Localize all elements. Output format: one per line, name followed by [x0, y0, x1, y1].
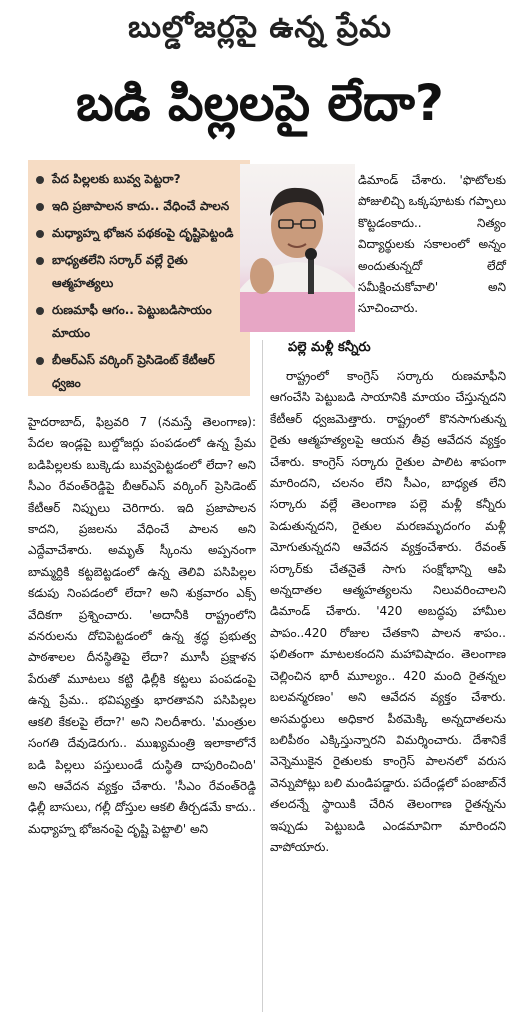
highlight-item — [36, 349, 244, 395]
article-paragraph: డిమాండ్ చేశారు. 'ఫొటోలకు పోజులిచ్చి ఒక్కపూటకు గప్పాలు కొట్టడంకాదు.. నిత్యం విద్యార్థులకు సకాలంలో అన్నం అందుతున్నదో లేదో సమీక్షించుకోవాలి' అని సూచించారు. — [358, 173, 506, 316]
subheading: పల్లె మళ్లీ కన్నీరు — [288, 340, 371, 355]
highlight-item — [36, 249, 244, 295]
highlight-text: ఇది ప్రజాపాలన కాదు.. వేధించే పాలన — [52, 199, 230, 213]
bullet-icon — [36, 176, 44, 184]
highlight-item — [36, 168, 244, 191]
highlight-text: రుణమాఫీ ఆగం.. పెట్టుబడిసాయం మాయం — [52, 303, 212, 340]
bullet-icon — [36, 230, 44, 238]
headline-top: బుల్డోజర్లపై ఉన్న ప్రేమ — [128, 10, 392, 45]
bullet-icon — [36, 307, 44, 315]
bullet-icon — [36, 357, 44, 365]
highlight-item — [36, 299, 244, 345]
speaker-photo — [240, 164, 355, 332]
article-right-top — [358, 170, 506, 320]
highlight-text: పేద పిల్లలకు బువ్వ పెట్టరా? — [52, 172, 181, 186]
highlight-text: బీఆర్ఎస్ వర్కింగ్ ప్రెసిడెంట్ కేటీఆర్ ధ్వజం — [52, 353, 215, 390]
column-divider — [262, 340, 263, 1012]
article-left — [28, 412, 256, 840]
highlight-text: మధ్యాహ్న భోజన పథకంపై దృష్టిపెట్టండి — [52, 226, 234, 240]
bullet-icon — [36, 203, 44, 211]
portrait-illustration — [240, 164, 355, 332]
highlight-text: బాధ్యతలేని సర్కార్ వల్లే రైతు ఆత్మహత్యలు — [52, 253, 188, 290]
highlight-item — [36, 195, 244, 218]
headline-main: బడి పిల్లలపై లేదా? — [76, 74, 444, 132]
highlight-item — [36, 222, 244, 245]
highlights-box — [28, 160, 250, 396]
article-paragraph: హైదరాబాద్, ఫిబ్రవరి 7 (నమస్తే తెలంగాణ): పేదల ఇండ్లపై బుల్డోజర్లు పంపడంలో ఉన్న ప్రేమ బడిపిల్లలకు బుక్కెడు బువ్వపెట్టడంలో లేదా? అని సీఎం రేవంత్‌రెడ్డిపై బీఆర్ఎస్ వర్కింగ్ ప్రెసిడెంట్ కేటీఆర్ నిప్పులు చెరిగారు. ఇది ప్రజాపాలన కాదని, ప్రజలను వేధించే పాలన అని ఎద్దేవాచేశారు. అమృత్ స్కీంను అప్పనంగా బామ్మర్దికి కట్టబెట్టడంలో ఉన్న తెలివి పసిపిల్లల కడుపు నింపడంలో లేదా? అని శుక్రవారం ఎక్స్ వేదికగా ప్రశ్నించారు. 'అదానీకి రాష్ట్రంలోని వనరులను దోచిపెట్టడంలో ఉన్న శ్రద్ధ ప్రభుత్వ పాఠశాలల దీనస్థితిపై లేదా? మూసీ ప్రక్షాళన పేరుతో మూటలు కట్టి ఢిల్లీకి కట్టలు పంపడంపై ఉన్న ప్రేమ.. భవిష్యత్తు భారతావని పసిపిల్లల ఆకలి కేకలపై లేదా?' అని నిలదీశారు. 'మంత్రుల సంగతి దేవుడెరుగు.. ముఖ్యమంత్రి ఇలాకాలోనే బడి పిల్లలు పస్తులుండే దుస్థితి దాపురించింది' అని ఆవేదన వ్యక్తం చేశారు. 'సీఎం రేవంత్‌రెడ్డి ఢిల్లీ బాసులు, గల్లీ దోస్తుల ఆకలి తీర్చడమే కాదు.. మధ్యాహ్న భోజనంపై దృష్టి పెట్టాలి' అని — [28, 415, 256, 836]
article-right-bottom — [270, 366, 506, 858]
article-paragraph: రాష్ట్రంలో కాంగ్రెస్ సర్కారు రుణమాఫీని ఆగంచేసి పెట్టుబడి సాయానికి మాయం చేస్తున్నదని కేటీఆర్ ధ్వజమెత్తారు. రాష్ట్రంలో కొనసాగుతున్న రైతు ఆత్మహత్యలపై ఆయన తీవ్ర ఆవేదన వ్యక్తం చేశారు. కాంగ్రెస్ సర్కారు రైతుల పాలిట శాపంగా మారిందని, చలనం లేని సీఎం, బాధ్యత లేని సర్కారు వల్లే తెలంగాణ పల్లె మళ్లీ కన్నీరు పెడుతున్నదని, రైతుల మరణమృదంగం మళ్లీ మోగుతున్నదని ఆవేదన వ్యక్తంచేశారు. రేవంత్ సర్కార్‌కు చేతనైతే సాగు సంక్షోభాన్ని ఆపి అన్నదాతల ఆత్మహత్యలను నిలువరించాలని డిమాండ్ చేశారు. '420 అబద్ధపు హామీల పాపం..420 రోజుల చేతకాని పాలన శాపం.. ఫలితంగా మాటలకందని మహావిషాదం. తెలంగాణ చెల్లించిన భారీ మూల్యం.. 420 మంది రైతన్నల బలవన్మరణం' అని ఆవేదన వ్యక్తం చేశారు. అసమర్థులు అధికార పీఠమెక్కి అన్నదాతలను బలిపీఠం ఎక్కిస్తున్నారని విమర్శించారు. దేశానికే వెన్నెముకైన రైతులకు కాంగ్రెస్ పాలనలో వరుస వెన్నుపోట్లు బలి మండిపడ్డారు. పదేండ్లలో పంజాబ్‌నే తలదన్నే స్థాయికి చేరిన తెలంగాణ రైతన్నను ఇప్పుడు పెట్టుబడి ఎండమావిగా మారిందని వాపోయారు. — [270, 369, 506, 854]
bullet-icon — [36, 257, 44, 265]
